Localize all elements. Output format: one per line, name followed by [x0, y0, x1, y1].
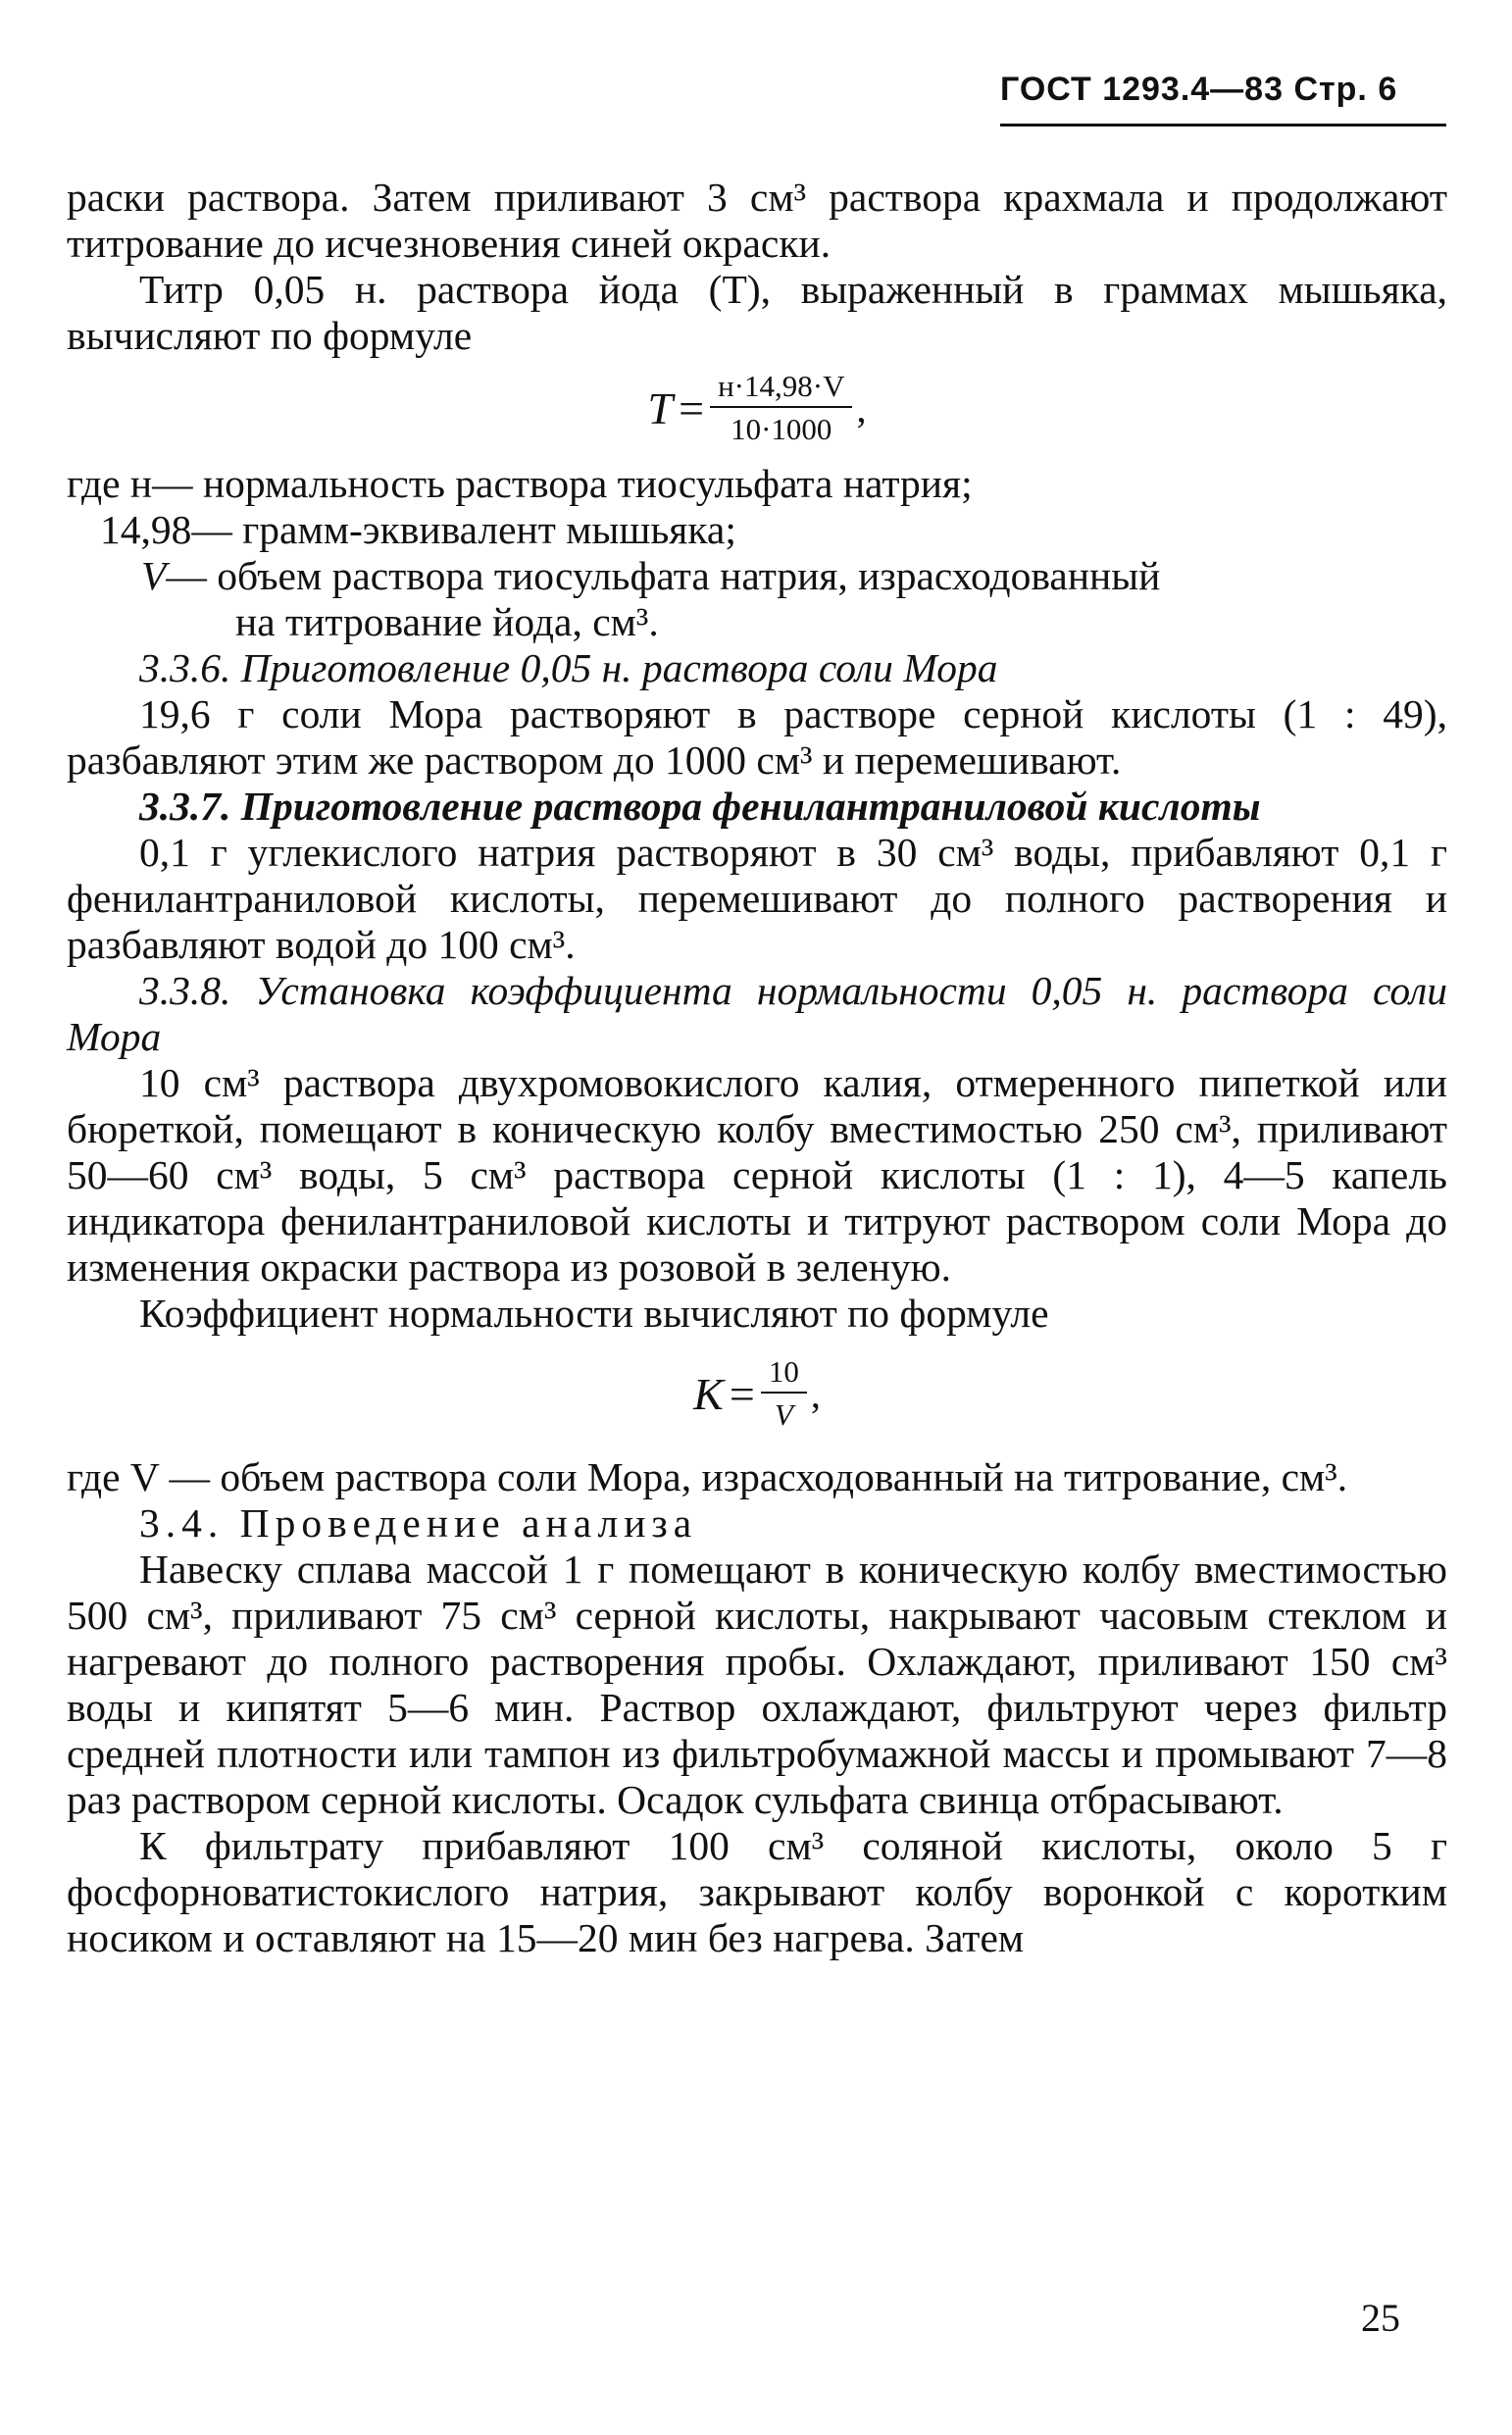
page-content: [67, 175, 1447, 1961]
formula-fraction: [761, 1354, 807, 1433]
page-number: 25: [1361, 2296, 1400, 2340]
where-symbol: где н: [67, 461, 153, 506]
formula-numerator: 10: [761, 1354, 807, 1394]
section-heading-3-4: 3.4. Проведение анализа: [139, 1500, 698, 1546]
formula-coefficient: [67, 1354, 1447, 1433]
where-continuation: на титрование йода, см³.: [235, 599, 659, 644]
formula-lhs: K: [693, 1368, 724, 1419]
paragraph-3-3-6: 19,6 г соли Мора растворяют в растворе серной кислоты (1 : 49), разбавляют этим же раствором до 1000 см³ и перемешивают.: [67, 691, 1447, 783]
paragraph-titer-intro: Титр 0,05 н. раствора йода (T), выраженный в граммах мышьяка, вычисляют по формуле: [67, 267, 1447, 358]
where-item: [67, 553, 1447, 599]
where-item: [67, 507, 1447, 553]
where-symbol: 14,98: [100, 507, 192, 552]
section-heading-3-3-7: 3.3.7. Приготовление раствора фенилантраниловой кислоты: [139, 784, 1261, 829]
formula-titer: [67, 369, 1447, 447]
header-rule: [1000, 124, 1446, 127]
paragraph-3-3-7: 0,1 г углекислого натрия растворяют в 30 см³ воды, прибавляют 0,1 г фенилантраниловой кислоты, перемешивают до полного растворения и разбавляют водой до 100 см³.: [67, 830, 1447, 967]
paragraph-3-4-b: К фильтрату прибавляют 100 см³ соляной кислоты, около 5 г фосфорноватистокислого натрия, закрывают колбу воронкой с коротким носиком и оставляют на 15—20 мин без нагрева. Затем: [67, 1823, 1447, 1960]
page-header: ГОСТ 1293.4—83 Стр. 6: [1000, 71, 1398, 108]
where-symbol: V: [141, 553, 167, 598]
paragraph-3-4-a: Навеску сплава массой 1 г помещают в коническую колбу вместимостью 500 см³, приливают 75 см³ серной кислоты, накрывают часовым стеклом и нагревают до полного растворения пробы. Охлаждают, приливают 150 см³ воды и кипятят 5—6 мин. Раствор охлаждают, фильтруют через фильтр средней плотности или тампон из фильтробумажной массы и промывают 7—8 раз раствором серной кислоты. Осадок сульфата свинца отбрасывают.: [67, 1547, 1447, 1822]
section-heading-3-3-6: 3.3.6. Приготовление 0,05 н. раствора соли Мора: [139, 645, 998, 690]
formula-lhs: T: [647, 382, 674, 433]
formula-punct: ,: [856, 385, 867, 431]
paragraph-3-3-8: 10 см³ раствора двухромовокислого калия, отмеренного пипеткой или бюреткой, помещают в коническую колбу вместимостью 250 см³, приливают 50—60 см³ воды, 5 см³ раствора серной кислоты (1 : 1), 4—5 капель индикатора фенилантраниловой кислоты и титруют раствором соли Мора до изменения окраски раствора из розовой в зеленую.: [67, 1060, 1447, 1290]
where-list: [67, 461, 1447, 645]
where-description: — нормальность раствора тиосульфата натрия;: [152, 461, 973, 506]
paragraph-continuation: раски раствора. Затем приливают 3 см³ раствора крахмала и продолжают титрование до исчезновения синей окраски.: [67, 175, 1447, 266]
formula-fraction: [710, 369, 852, 447]
where-item: [67, 461, 1447, 507]
formula-equals: =: [679, 382, 705, 433]
where-coefficient: где V — объем раствора соли Мора, израсходованный на титрование, см³.: [67, 1454, 1348, 1499]
formula-equals: =: [729, 1368, 755, 1419]
where-description: — объем раствора тиосульфата натрия, израсходованный: [166, 553, 1161, 598]
formula-denominator: V: [774, 1397, 793, 1432]
section-heading-3-3-8: 3.3.8. Установка коэффициента нормальности 0,05 н. раствора соли Мора: [67, 968, 1447, 1059]
formula-punct: ,: [810, 1371, 821, 1416]
formula-numerator: н·14,98·V: [710, 369, 852, 408]
formula-denominator: 10·1000: [731, 412, 832, 446]
paragraph-coefficient-intro: Коэффициент нормальности вычисляют по формуле: [139, 1291, 1049, 1336]
where-description: — грамм-эквивалент мышьяка;: [191, 507, 736, 552]
